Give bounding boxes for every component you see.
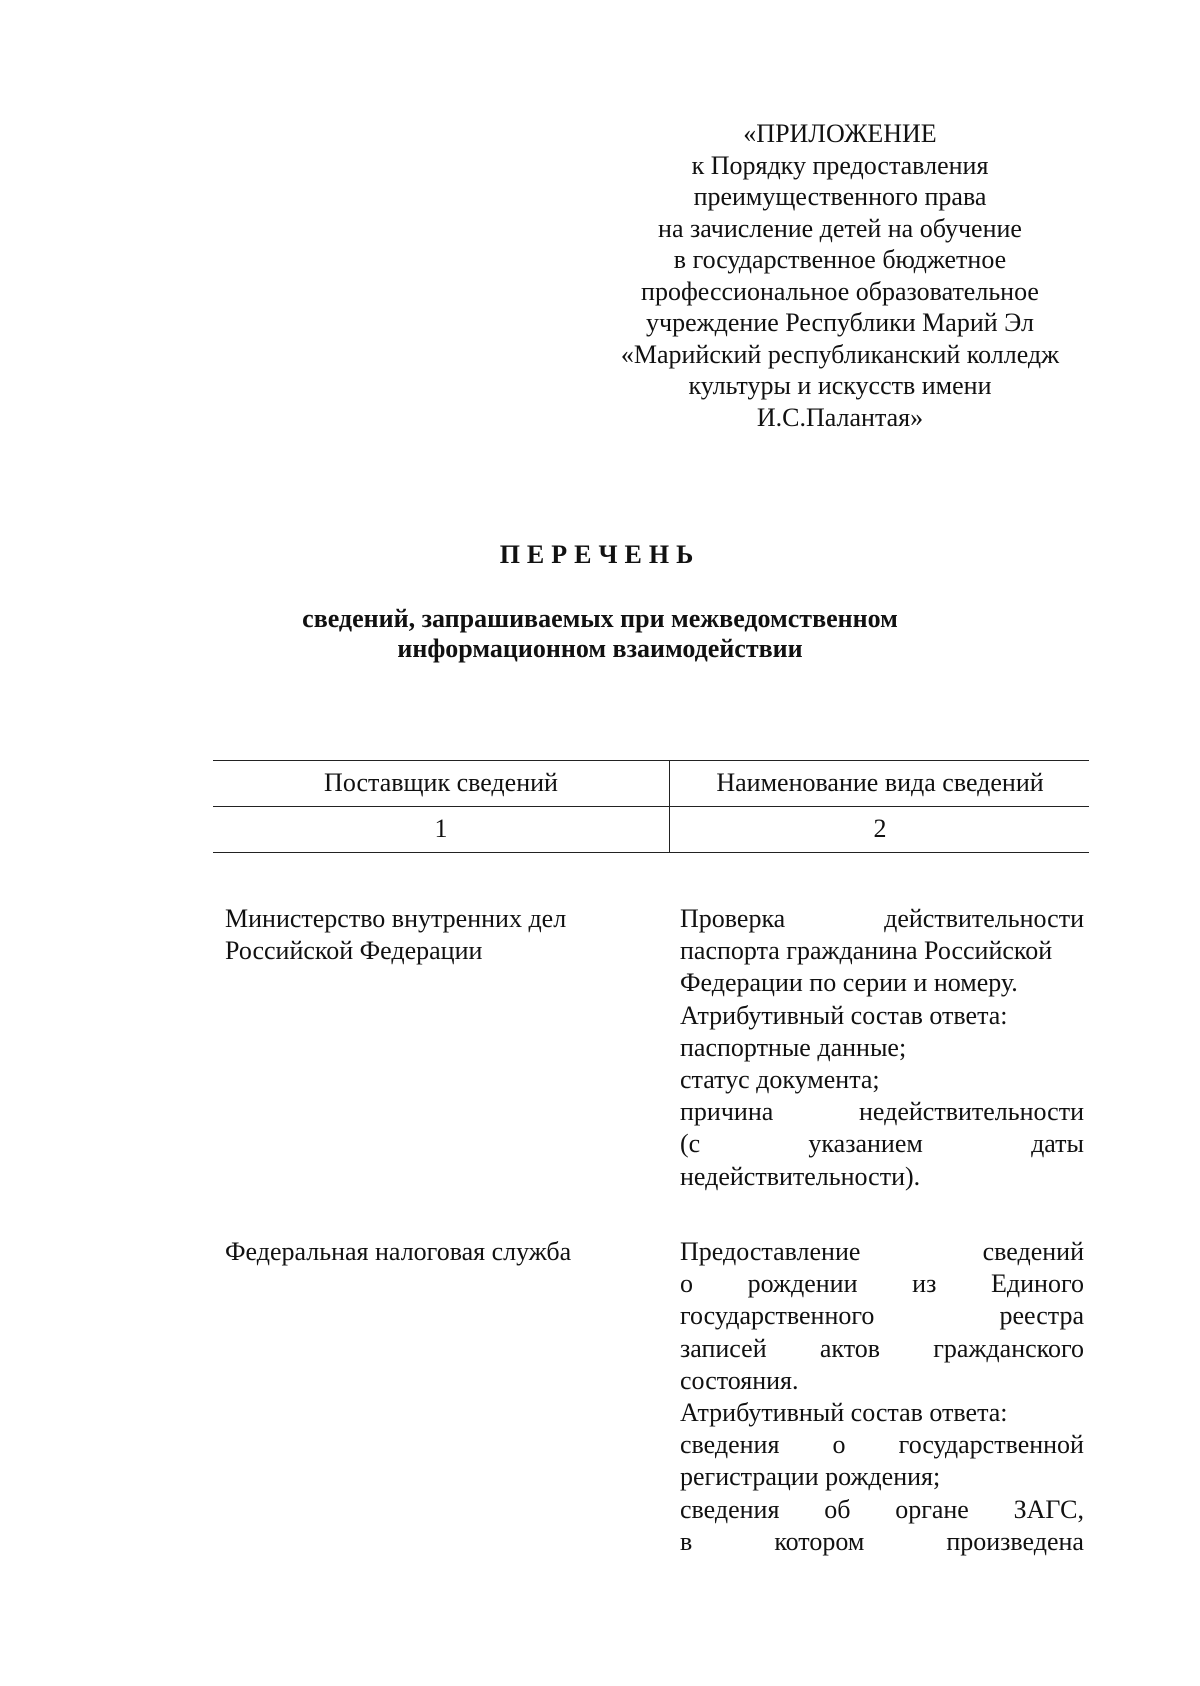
description-line: сведения о государственной bbox=[680, 1430, 1084, 1460]
description-line: в котором произведена bbox=[680, 1526, 1084, 1556]
appendix-line: «Марийский республиканский колледж bbox=[620, 339, 1060, 369]
table-row-description bbox=[680, 1236, 1084, 1558]
description-line: Атрибутивный состав ответа: bbox=[680, 1000, 1008, 1030]
description-line: состояния. bbox=[680, 1365, 799, 1395]
subtitle-line: информационном взаимодействии bbox=[397, 634, 803, 663]
table-column-divider bbox=[669, 760, 670, 852]
appendix-line: И.С.Палантая» bbox=[756, 402, 924, 432]
description-line: Федерации по серии и номеру. bbox=[680, 968, 1018, 998]
appendix-line: преимущественного права bbox=[693, 182, 987, 211]
description-line: паспорта гражданина Российской bbox=[680, 936, 1053, 966]
description-line: записей актов гражданского bbox=[680, 1333, 1084, 1363]
table-row-description bbox=[680, 903, 1084, 1193]
table-rule-numbers bbox=[213, 852, 1089, 853]
document-subtitle bbox=[0, 604, 1200, 664]
description-line: государственного реестра bbox=[680, 1301, 1084, 1331]
column-header-provider: Поставщик сведений bbox=[324, 768, 558, 797]
description-line: Предоставление сведений bbox=[680, 1237, 1084, 1266]
description-line: паспортные данные; bbox=[680, 1032, 907, 1062]
table-rule-header bbox=[213, 806, 1089, 807]
appendix-line: к Порядку предоставления bbox=[691, 150, 989, 180]
provider-line: Федеральная налоговая служба bbox=[225, 1237, 572, 1266]
appendix-line: культуры и искусств имени bbox=[688, 371, 992, 400]
column-number-2: 2 bbox=[873, 814, 887, 843]
table-rule-top bbox=[213, 760, 1089, 761]
subtitle-line: сведений, запрашиваемых при межведомственном bbox=[302, 604, 898, 633]
provider-line: Министерство внутренних дел bbox=[225, 904, 567, 933]
table-row-provider bbox=[225, 903, 645, 967]
appendix-line: в государственное бюджетное bbox=[673, 245, 1007, 274]
description-line: сведения об органе ЗАГС, bbox=[680, 1494, 1084, 1524]
appendix-line: учреждение Республики Марий Эл bbox=[646, 308, 1034, 337]
column-number-1: 1 bbox=[434, 814, 448, 843]
column-header-info-type: Наименование вида сведений bbox=[716, 768, 1044, 797]
description-line: статус документа; bbox=[680, 1065, 880, 1095]
description-line: (с указанием даты bbox=[680, 1129, 1084, 1159]
description-line: о рождении из Единого bbox=[680, 1269, 1084, 1299]
appendix-line: «ПРИЛОЖЕНИЕ bbox=[743, 119, 937, 148]
table-row-provider bbox=[225, 1236, 645, 1268]
description-line: Атрибутивный состав ответа: bbox=[680, 1398, 1008, 1428]
appendix-line: на зачисление детей на обучение bbox=[658, 213, 1022, 243]
appendix-header bbox=[600, 118, 1080, 433]
description-line: причина недействительности bbox=[680, 1097, 1084, 1127]
description-line: недействительности). bbox=[680, 1161, 921, 1191]
document-title: ПЕРЕЧЕНЬ bbox=[499, 540, 701, 569]
provider-line: Российской Федерации bbox=[225, 936, 483, 965]
description-line: Проверка действительности bbox=[680, 904, 1084, 933]
appendix-line: профессиональное образовательное bbox=[641, 276, 1039, 306]
description-line: регистрации рождения; bbox=[680, 1462, 941, 1492]
